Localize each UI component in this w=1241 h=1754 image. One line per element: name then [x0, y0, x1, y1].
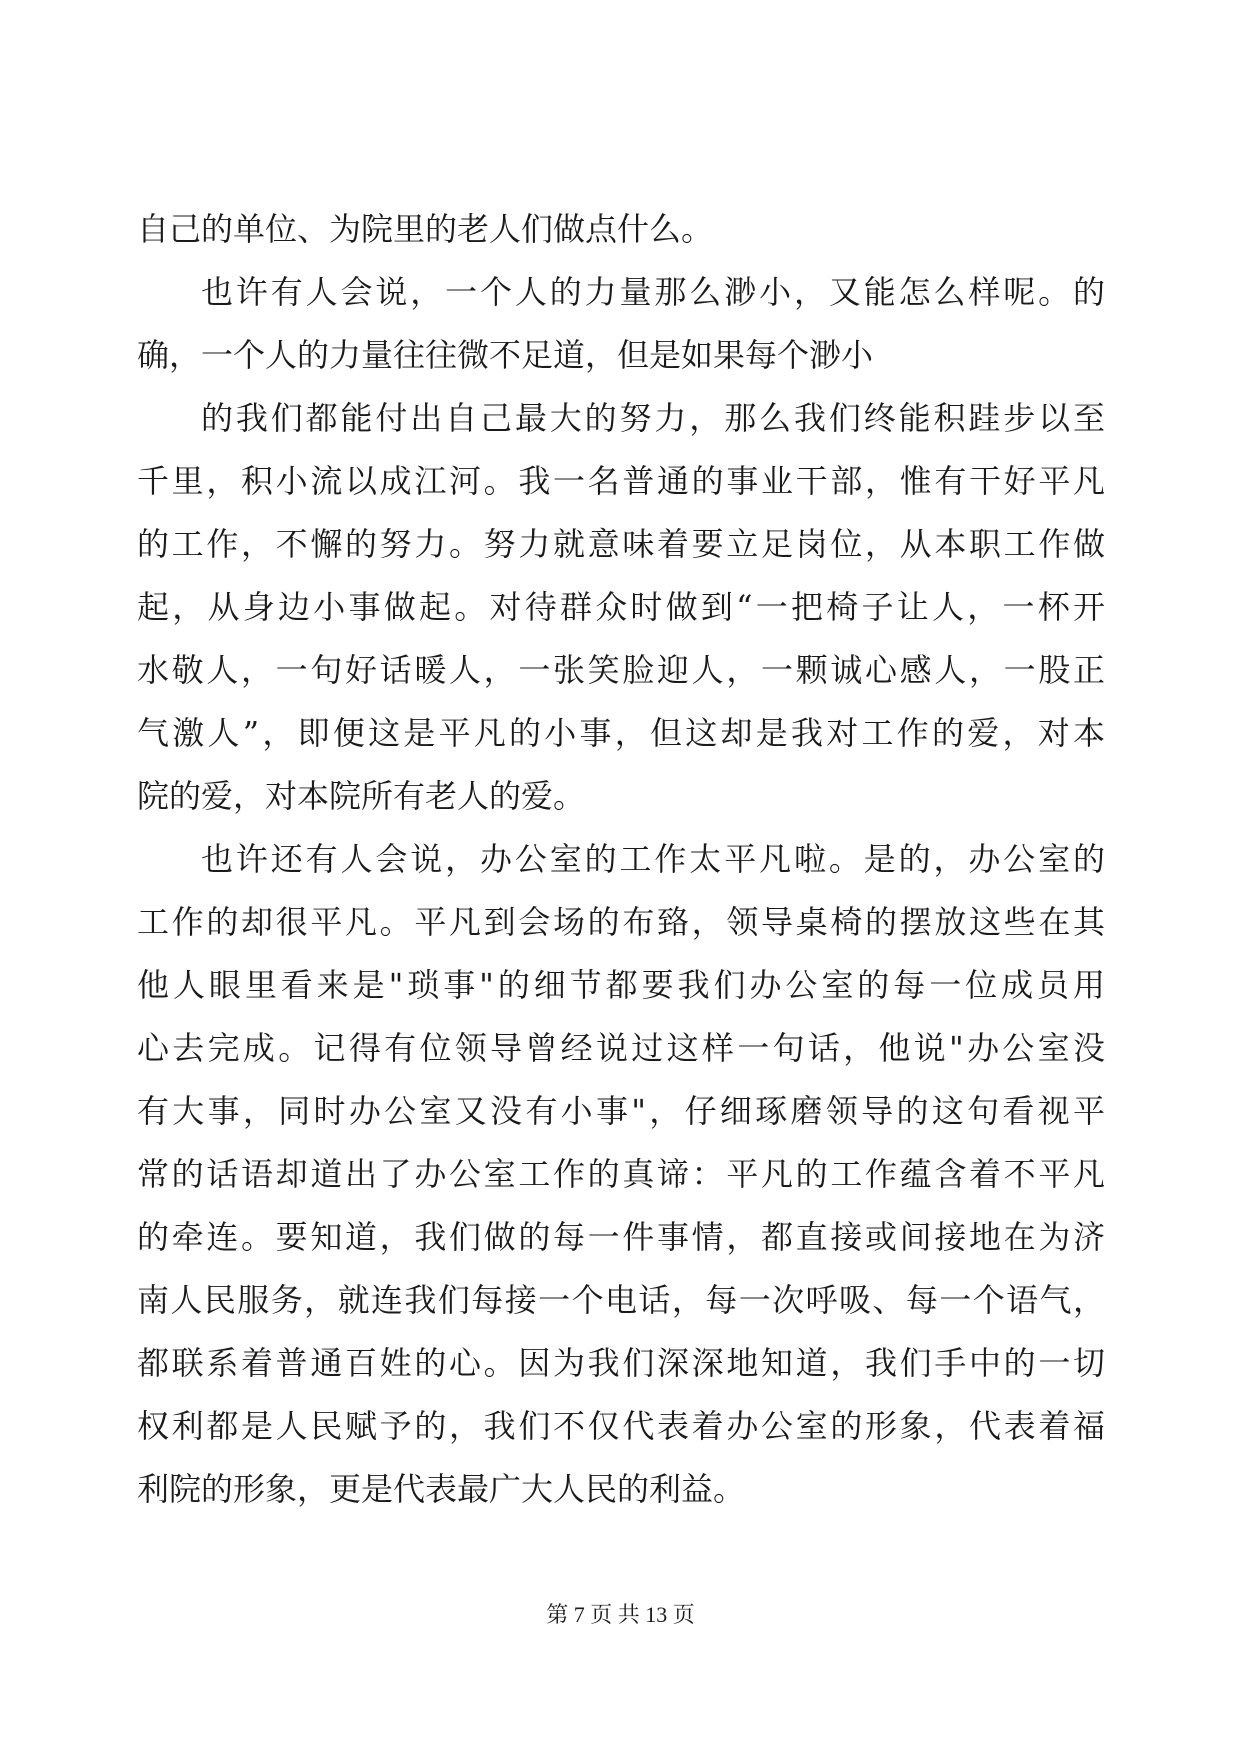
text-line-1: 自己的单位、为院里的老人们做点什么。 [137, 210, 714, 248]
document-body [137, 198, 1105, 1521]
text-line-9: 气激人”，即便这是平凡的小事，但这却是我对工作的爱，对本 [137, 714, 1105, 752]
text-line-21: 利院的形象，更是代表最广大人民的利益。 [137, 1470, 746, 1508]
text-line-7: 起，从身边小事做起。对待群众时做到“一把椅子让人，一杯开 [137, 588, 1105, 626]
text-line-20: 权利都是人民赋予的，我们不仅代表着办公室的形象，代表着福 [137, 1407, 1105, 1445]
text-line-3: 确，一个人的力量往往微不足道，但是如果每个渺小 [137, 336, 874, 374]
text-line-18: 南人民服务，就连我们每接一个电话，每一次呼吸、每一个语气， [137, 1281, 1105, 1319]
text-line-10: 院的爱，对本院所有老人的爱。 [137, 777, 586, 815]
text-line-5: 千里，积小流以成江河。我一名普通的事业干部，惟有干好平凡 [137, 462, 1105, 500]
text-line-13: 他人眼里看来是"琐事"的细节都要我们办公室的每一位成员用 [137, 966, 1105, 1004]
text-line-15: 有大事，同时办公室又没有小事"，仔细琢磨领导的这句看视平 [137, 1092, 1105, 1130]
page-number-footer: 第 7 页 共 13 页 [546, 1602, 695, 1627]
text-line-4: 的我们都能付出自己最大的努力，那么我们终能积跬步以至 [201, 399, 1105, 437]
text-line-19: 都联系着普通百姓的心。因为我们深深地知道，我们手中的一切 [137, 1344, 1105, 1382]
text-line-2: 也许有人会说，一个人的力量那么渺小，又能怎么样呢。的 [201, 273, 1105, 311]
text-line-8: 水敬人，一句好话暖人，一张笑脸迎人，一颗诚心感人，一股正 [137, 651, 1105, 689]
text-line-17: 的牵连。要知道，我们做的每一件事情，都直接或间接地在为济 [137, 1218, 1105, 1256]
text-line-12: 工作的却很平凡。平凡到会场的布臵，领导桌椅的摆放这些在其 [137, 903, 1105, 941]
text-line-6: 的工作，不懈的努力。努力就意味着要立足岗位，从本职工作做 [137, 525, 1105, 563]
text-line-14: 心去完成。记得有位领导曾经说过这样一句话，他说"办公室没 [137, 1029, 1105, 1067]
text-line-11: 也许还有人会说，办公室的工作太平凡啦。是的，办公室的 [201, 840, 1105, 878]
text-line-16: 常的话语却道出了办公室工作的真谛：平凡的工作蕴含着不平凡 [137, 1155, 1105, 1193]
